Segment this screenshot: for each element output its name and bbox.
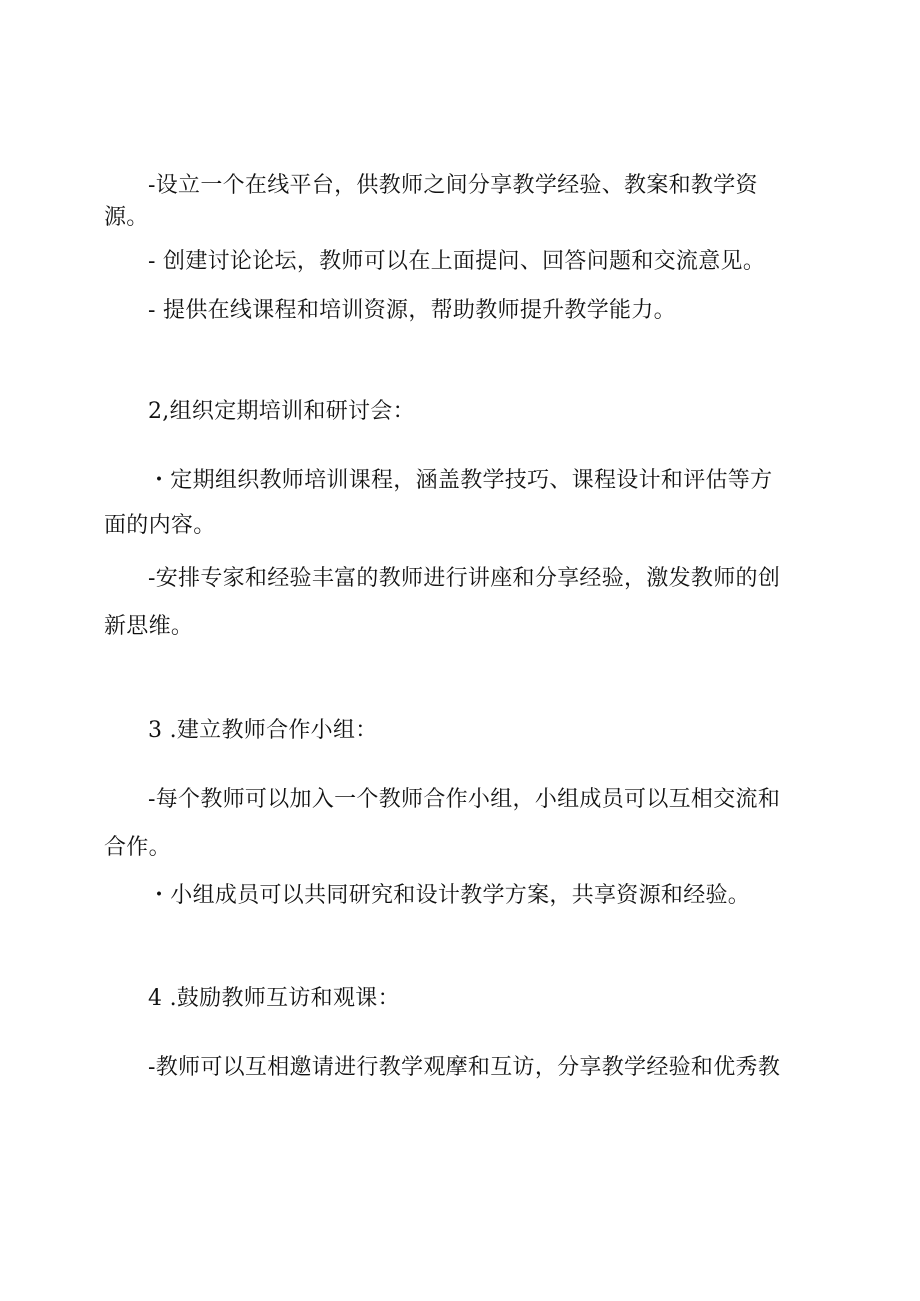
section4-heading: 4 .鼓励教师互访和观课： — [148, 986, 400, 1011]
section1-item1-line2: 源。 — [104, 205, 149, 230]
section2-item2-line1: -安排专家和经验丰富的教师进行讲座和分享经验，激发教师的创 — [148, 566, 781, 591]
section2-heading: 2,组织定期培训和研讨会： — [148, 399, 415, 424]
section4-item1-line1: -教师可以互相邀请进行教学观摩和互访，分享教学经验和优秀教 — [148, 1055, 781, 1080]
section1-item1-line1: -设立一个在线平台，供教师之间分享教学经验、教案和教学资 — [148, 173, 758, 198]
section3-item1-line2: 合作。 — [104, 835, 171, 860]
section2-item1-line1: ・定期组织教师培训课程，涵盖教学技巧、课程设计和评估等方 — [148, 468, 773, 493]
section1-item2: - 创建讨论论坛，教师可以在上面提问、回答问题和交流意见。 — [148, 249, 766, 274]
section3-item1-line1: -每个教师可以加入一个教师合作小组，小组成员可以互相交流和 — [148, 787, 781, 812]
section2-item1-line2: 面的内容。 — [104, 513, 216, 538]
section3-item2: ・小组成员可以共同研究和设计教学方案，共享资源和经验。 — [148, 883, 751, 908]
section1-item3: - 提供在线课程和培训资源，帮助教师提升教学能力。 — [148, 298, 676, 323]
section2-item2-line2: 新思维。 — [104, 614, 194, 639]
section3-heading: 3 .建立教师合作小组： — [148, 718, 378, 743]
